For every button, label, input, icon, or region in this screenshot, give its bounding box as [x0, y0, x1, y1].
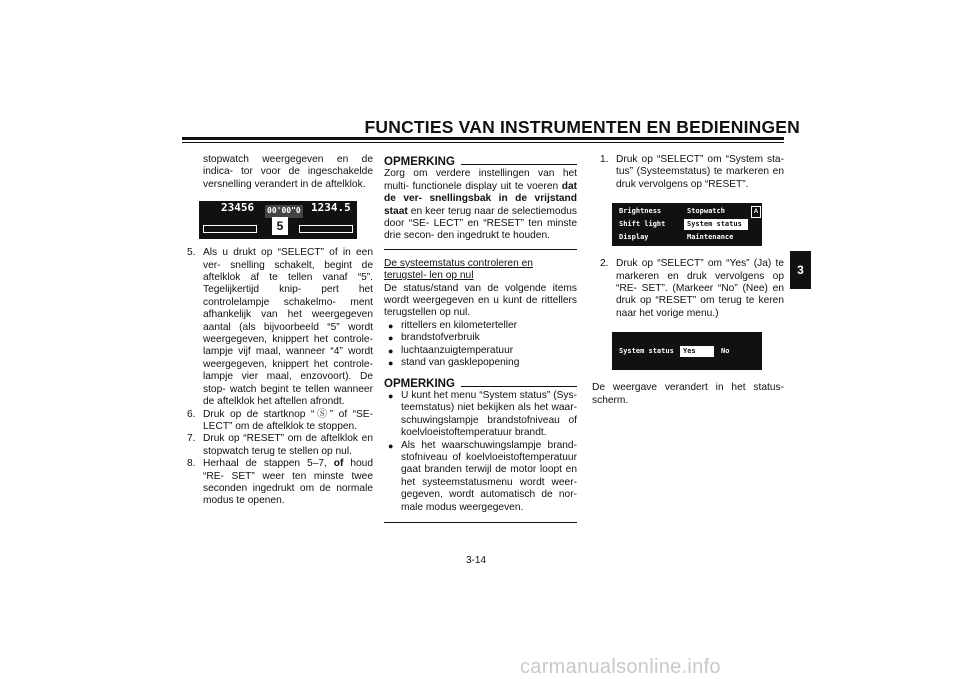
confirm-yes: Yes — [680, 346, 714, 357]
step-6 — [187, 409, 373, 434]
bullet-icon: ● — [388, 390, 394, 401]
list-item-text: brandstofverbruik — [401, 332, 480, 344]
outro-text: De weergave verandert in het status- scherm. — [592, 382, 784, 406]
timer-readout: 00'00"0 — [265, 205, 303, 217]
note-heading-text: OPMERKING — [384, 156, 455, 168]
section-heading: De systeemstatus controleren en terugstel- len op nul — [384, 257, 533, 282]
fuel-gauge-icon — [203, 225, 257, 233]
step-number: 8. — [187, 458, 196, 470]
note-end-rule — [384, 249, 577, 250]
warning-icon: A — [751, 206, 761, 218]
gear-indicator — [272, 217, 288, 235]
step-text-part: Herhaal de stappen 5–7, — [203, 458, 334, 470]
menu-item-brightness: Brightness — [619, 207, 662, 216]
bullet-icon: ● — [388, 358, 394, 369]
chapter-tab[interactable]: 3 — [790, 251, 811, 289]
confirm-screen — [612, 332, 762, 370]
note-text-part: Zorg om verdere instellingen van het multi- functionele display uit te voeren — [384, 168, 577, 192]
column-1 — [187, 154, 373, 508]
step-number: 2. — [600, 258, 609, 270]
step-5 — [187, 247, 373, 408]
menu-item-stopwatch: Stopwatch — [687, 207, 725, 216]
menu-item-system-status: System status — [684, 219, 748, 230]
page-number: 3-14 — [466, 555, 487, 566]
note-heading-rule — [461, 164, 577, 165]
list-item — [384, 320, 577, 332]
step-1 — [592, 154, 784, 191]
step-number: 6. — [187, 408, 196, 420]
gear-value: 5 — [276, 219, 284, 234]
intro-text: stopwatch weergegeven en de indica- tor voor de ingeschakelde versnelling verandert in de aftelklok. — [203, 154, 373, 190]
header-rule — [182, 137, 784, 140]
step-text: Druk op “SELECT” om “Yes” (Ja) te markeren en druk vervolgens op “RE- SET”. (Markeer “No” (Nee) en druk op “RESET” om terug te keren naar het vorige menu.) — [616, 258, 784, 319]
countdown-display — [199, 201, 357, 239]
note-text-part: en keer terug naar de selectiemodus door “SE- LECT” en “RESET” ten minste drie secon- den ingedrukt te houden. — [384, 205, 577, 242]
list-item — [384, 345, 577, 357]
step-number: 7. — [187, 433, 196, 445]
section-text: De status/stand van de volgende items wordt weergegeven en u kunt de rittellers terugstellen op nul. — [384, 282, 577, 319]
list-item-text: rittellers en kilometerteller — [401, 319, 518, 331]
menu-item-display: Display — [619, 233, 649, 242]
note-heading-rule — [461, 386, 577, 387]
note-heading — [384, 156, 577, 168]
column-2 — [384, 156, 577, 523]
odo-readout: 23456 — [221, 201, 255, 215]
step-text — [203, 458, 373, 508]
list-item-text: U kunt het menu “System status” (Sys- teemstatus) niet bekijken als het waar- schuwingslampje brandstofniveau of koelvloeistoftemperatuur brandt. — [401, 389, 577, 439]
step-number: 1. — [600, 154, 609, 165]
menu-screen — [612, 203, 762, 246]
list-item — [384, 357, 577, 369]
note-end-rule — [384, 522, 577, 523]
step-number: 5. — [187, 247, 196, 259]
column-3 — [592, 154, 784, 407]
menu-item-shift-light: Shift light — [619, 220, 666, 229]
step-text: Als u drukt op “SELECT” of in een ver- snelling schakelt, begint de aftelklok af te tellen vanaf “5”. Tegelijkertijd knip- pert het controlelampje schakelmo- ment afhankelijk van het weergegeven aantal (als bijvoorbeeld “5” wordt weergegeven, knippert het controle- lampje vijf maal, wanneer “4” wordt weergegeven, knippert het controle- lampje vier maal, enzovoort). De stop- watch begint te tellen wanneer de aftelklok het aftellen afrondt. — [203, 247, 373, 408]
step-text-part: houd “RE- SET” weer ten minste twee seconden ingedrukt om de normale modus te openen. — [203, 458, 373, 507]
note-text — [384, 168, 577, 242]
footer-watermark[interactable]: carmanualsonline.info — [520, 656, 721, 678]
step-8 — [187, 458, 373, 508]
step-text: Druk op “RESET” om de aftelklok en stopwatch terug te stellen op nul. — [203, 433, 373, 457]
confirm-label: System status — [619, 347, 674, 356]
step-text-bold: of — [333, 458, 344, 470]
list-item — [384, 332, 577, 344]
note-heading — [384, 378, 577, 390]
step-text: Druk op de startknop “Ⓢ” of “SE- LECT” om de aftelklok te stoppen. — [203, 408, 373, 432]
step-7 — [187, 433, 373, 458]
list-item-text: stand van gasklepopening — [401, 357, 520, 369]
menu-item-maintenance: Maintenance — [687, 233, 734, 242]
list-item — [384, 390, 577, 440]
note-text-bold: dat de ver- snellingsbak in de vrijstand staat — [384, 180, 577, 217]
trip-readout: 1234.5 — [311, 201, 351, 215]
step-2 — [592, 258, 784, 320]
confirm-no: No — [721, 347, 730, 356]
bullet-icon: ● — [388, 320, 394, 331]
bullet-icon: ● — [388, 440, 394, 451]
note-heading-text: OPMERKING — [384, 377, 455, 390]
header-rule-thin — [182, 142, 784, 143]
list-item — [384, 440, 577, 514]
list-item-text: luchtaanzuigtemperatuur — [401, 344, 514, 356]
temp-gauge-icon — [299, 225, 353, 233]
step-text: Druk op “SELECT” om “System sta- tus” (Systeemstatus) te markeren en druk vervolgens op “RESET”. — [616, 154, 784, 190]
list-item-text: Als het waarschuwingslampje brand- stofniveau of koelvloeistoftemperatuur gaat branden terwijl de motor loopt en het systeemstatusmenu wordt weer- gegeven, wordt automatisch de nor- male modus weergegeven. — [401, 439, 577, 513]
bullet-icon: ● — [388, 345, 394, 356]
bullet-icon: ● — [388, 333, 394, 344]
page-title: FUNCTIES VAN INSTRUMENTEN EN BEDIENINGEN — [364, 117, 800, 137]
